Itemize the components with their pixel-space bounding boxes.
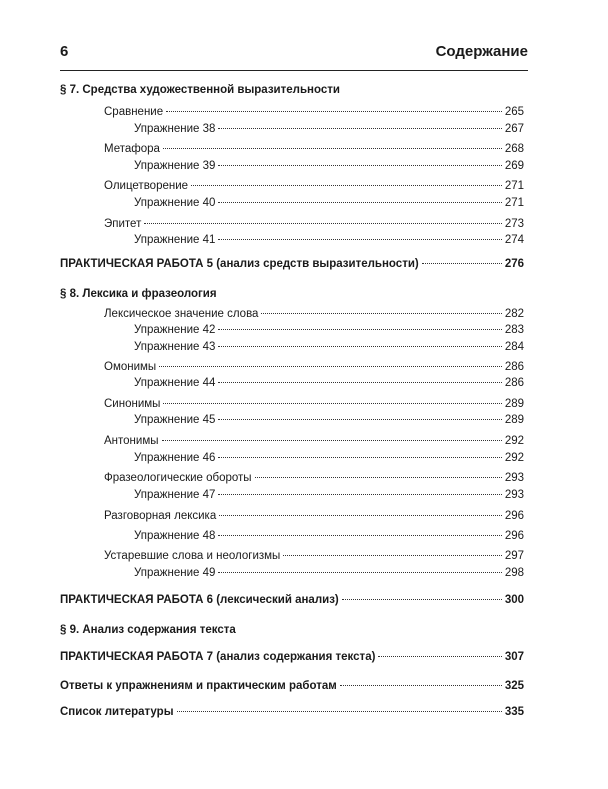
toc-page-number: 268	[504, 143, 524, 155]
dot-leader	[218, 457, 501, 458]
dot-leader	[218, 128, 501, 129]
toc-entry-label: ПРАКТИЧЕСКАЯ РАБОТА 6 (лексический анализ)	[60, 594, 339, 606]
dot-leader	[218, 346, 501, 347]
dot-leader	[261, 313, 501, 314]
dot-leader	[218, 239, 501, 240]
toc-entry-label: Омонимы	[104, 361, 157, 373]
toc-topic-entry[interactable]	[60, 398, 524, 411]
toc-practical-entry[interactable]	[60, 706, 524, 719]
toc-page-number: 265	[504, 106, 524, 118]
toc-page-number: 298	[504, 567, 524, 579]
toc-page-number: 296	[504, 530, 524, 542]
dot-leader	[177, 711, 502, 712]
dot-leader	[163, 148, 502, 149]
dot-leader	[378, 656, 501, 657]
toc-topic-entry[interactable]	[60, 510, 524, 523]
page-number: 6	[60, 42, 69, 60]
toc-page-number: 282	[504, 308, 524, 320]
toc-page-number: 293	[504, 472, 524, 484]
toc-page-number: 276	[504, 258, 524, 270]
table-of-contents	[60, 0, 524, 789]
dot-leader	[342, 599, 502, 600]
dot-leader	[166, 111, 502, 112]
toc-entry-label: § 9. Анализ содержания текста	[60, 624, 236, 636]
toc-exercise-entry[interactable]	[60, 414, 524, 427]
toc-entry-label: Упражнение 49	[134, 567, 216, 579]
toc-entry-label: ПРАКТИЧЕСКАЯ РАБОТА 5 (анализ средств выразительности)	[60, 258, 419, 270]
toc-entry-label: Упражнение 48	[134, 530, 216, 542]
dot-leader	[219, 515, 502, 516]
toc-exercise-entry[interactable]	[60, 324, 524, 337]
toc-section-heading[interactable]	[60, 288, 524, 301]
toc-page-number: 335	[504, 706, 524, 718]
toc-page-number: 289	[504, 398, 524, 410]
toc-page-number: 286	[504, 361, 524, 373]
toc-exercise-entry[interactable]	[60, 530, 524, 543]
toc-page-number: 283	[504, 324, 524, 336]
dot-leader	[422, 263, 502, 264]
dot-leader	[218, 419, 501, 420]
toc-exercise-entry[interactable]	[60, 160, 524, 173]
toc-topic-entry[interactable]	[60, 143, 524, 156]
toc-topic-entry[interactable]	[60, 308, 524, 321]
dot-leader	[283, 555, 501, 556]
toc-practical-entry[interactable]	[60, 258, 524, 271]
toc-exercise-entry[interactable]	[60, 234, 524, 247]
toc-topic-entry[interactable]	[60, 435, 524, 448]
toc-entry-label: Метафора	[104, 143, 160, 155]
toc-exercise-entry[interactable]	[60, 123, 524, 136]
toc-page-number: 297	[504, 550, 524, 562]
toc-entry-label: Упражнение 41	[134, 234, 216, 246]
toc-page-number: 271	[504, 180, 524, 192]
toc-page-number: 296	[504, 510, 524, 522]
toc-page-number: 286	[504, 377, 524, 389]
toc-topic-entry[interactable]	[60, 472, 524, 485]
toc-page-number: 284	[504, 341, 524, 353]
toc-section-heading[interactable]	[60, 624, 524, 637]
toc-entry-label: Упражнение 40	[134, 197, 216, 209]
toc-entry-label: Ответы к упражнениям и практическим работам	[60, 680, 337, 692]
dot-leader	[218, 202, 501, 203]
dot-leader	[163, 403, 501, 404]
dot-leader	[218, 329, 501, 330]
toc-page-number: 300	[504, 594, 524, 606]
toc-exercise-entry[interactable]	[60, 489, 524, 502]
toc-entry-label: Лексическое значение слова	[104, 308, 259, 320]
dot-leader	[162, 440, 502, 441]
toc-entry-label: Антонимы	[104, 435, 159, 447]
toc-topic-entry[interactable]	[60, 550, 524, 563]
dot-leader	[340, 685, 502, 686]
dot-leader	[218, 535, 501, 536]
dot-leader	[218, 572, 501, 573]
toc-entry-label: Фразеологические обороты	[104, 472, 252, 484]
dot-leader	[218, 165, 501, 166]
toc-practical-entry[interactable]	[60, 594, 524, 607]
toc-entry-label: Синонимы	[104, 398, 161, 410]
toc-exercise-entry[interactable]	[60, 452, 524, 465]
toc-entry-label: Упражнение 39	[134, 160, 216, 172]
dot-leader	[144, 223, 501, 224]
toc-page-number: 274	[504, 234, 524, 246]
toc-topic-entry[interactable]	[60, 180, 524, 193]
toc-entry-label: Устаревшие слова и неологизмы	[104, 550, 281, 562]
toc-exercise-entry[interactable]	[60, 567, 524, 580]
dot-leader	[159, 366, 502, 367]
toc-entry-label: § 7. Средства художественной выразительности	[60, 84, 340, 96]
toc-topic-entry[interactable]	[60, 218, 524, 231]
toc-exercise-entry[interactable]	[60, 341, 524, 354]
toc-entry-label: Олицетворение	[104, 180, 189, 192]
toc-entry-label: Упражнение 44	[134, 377, 216, 389]
running-title: Содержание	[435, 42, 528, 60]
toc-page-number: 273	[504, 218, 524, 230]
toc-section-heading[interactable]	[60, 84, 524, 97]
toc-entry-label: § 8. Лексика и фразеология	[60, 288, 217, 300]
toc-exercise-entry[interactable]	[60, 377, 524, 390]
toc-page-number: 293	[504, 489, 524, 501]
toc-entry-label: Список литературы	[60, 706, 174, 718]
toc-entry-label: Упражнение 43	[134, 341, 216, 353]
toc-topic-entry[interactable]	[60, 361, 524, 374]
toc-page-number: 289	[504, 414, 524, 426]
toc-entry-label: Упражнение 45	[134, 414, 216, 426]
dot-leader	[191, 185, 502, 186]
toc-page-number: 307	[504, 651, 524, 663]
dot-leader	[255, 477, 502, 478]
toc-practical-entry[interactable]	[60, 680, 524, 693]
toc-page-number: 269	[504, 160, 524, 172]
dot-leader	[218, 382, 501, 383]
toc-entry-label: Упражнение 42	[134, 324, 216, 336]
toc-page-number: 292	[504, 452, 524, 464]
toc-entry-label: Упражнение 47	[134, 489, 216, 501]
toc-entry-label: Эпитет	[104, 218, 142, 230]
toc-page-number: 292	[504, 435, 524, 447]
toc-entry-label: Упражнение 46	[134, 452, 216, 464]
toc-practical-entry[interactable]	[60, 651, 524, 664]
toc-exercise-entry[interactable]	[60, 197, 524, 210]
toc-page-number: 267	[504, 123, 524, 135]
toc-topic-entry[interactable]	[60, 106, 524, 119]
toc-entry-label: Сравнение	[104, 106, 164, 118]
toc-page-number: 325	[504, 680, 524, 692]
toc-entry-label: ПРАКТИЧЕСКАЯ РАБОТА 7 (анализ содержания текста)	[60, 651, 376, 663]
toc-entry-label: Упражнение 38	[134, 123, 216, 135]
toc-page-number: 271	[504, 197, 524, 209]
toc-entry-label: Разговорная лексика	[104, 510, 217, 522]
dot-leader	[218, 494, 501, 495]
